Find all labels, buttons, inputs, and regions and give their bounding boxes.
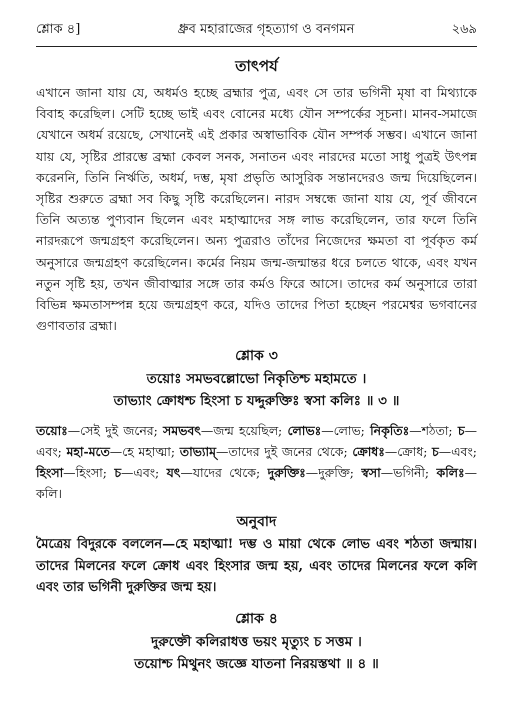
translation-title: অনুবাদ <box>236 514 277 531</box>
synonym-meaning: শঠতা; <box>421 423 453 439</box>
purport-text: এখানে জানা যায় যে, অধর্মও হচ্ছে ব্রহ্মার পুত্র, এবং সে তার ভগিনী মৃষা বা মিথ্যাকে বিবাহ করেছিল। সেটি হচ্ছে ভাই এবং বোনের মধ্যে যৌন সম্পর্কের সূচনা। মানব-সমাজে যেখানে অধর্ম রয়েছে, সেখানেই এই প্রকার অস্বাভাবিক যৌন সম্পর্ক সম্ভব। এখানে জানা যায় যে, সৃষ্টির প্রারম্ভে ব্রহ্মা কেবল সনক, সনাতন এবং নারদের মতো সাধু পুত্রই উৎপন্ন করেননি, তিনি নির্ঋতি, অধর্ম, দম্ভ, মৃষা প্রভৃতি আসুরিক সন্তানদেরও জন্ম দিয়েছিলেন। সৃষ্টির শুরুতে ব্রহ্মা সব কিছু সৃষ্টি করেছিলেন। নারদ সম্বন্ধে জানা যায় যে, পূর্ব জীবনে তিনি অত্যন্ত পুণ্যবান ছিলেন এবং মহাত্মাদের সঙ্গ লাভ করেছিলেন, তার ফলে তিনি নারদরূপে জন্মগ্রহণ করেছিলেন। অন্য পুত্ররাও তাঁদের নিজেদের ক্ষমতা বা পূর্বকৃত কর্ম অনুসারে জন্মগ্রহণ করেছিলেন। কর্মের নিয়ম জন্ম-জন্মান্তর ধরে চলতে থাকে, এবং যখন নতুন সৃষ্টি হয়, তখন জীবাত্মার সঙ্গে তার কর্মও ফিরে আসে। তাদের কর্ম অনুসারে তারা বিভিন্ন ক্ষমতাসম্পন্ন হয়ে জন্মগ্রহণ করে, যদিও তাদের পিতা হচ্ছেন পরমেশ্বর ভগবানের গুণাবতার ব্রহ্মা। <box>36 85 477 334</box>
synonym-meaning: যাদের থেকে; <box>192 465 261 481</box>
synonym-word: চ <box>114 465 122 481</box>
purport-title: তাৎপর্য <box>235 57 278 75</box>
synonym-meaning: এবং; <box>36 444 62 460</box>
header-chapter-title: ধ্রুব মহারাজের গৃহত্যাগ ও বনগমন <box>177 22 355 37</box>
verse-3-line-2: তাভ্যাং ক্রোধশ্চ হিংসা চ যদ্দুরুক্তিঃ স্বসা কলিঃ ॥ ৩ ॥ <box>113 393 400 410</box>
synonym-meaning: ভগিনী; <box>393 465 430 481</box>
verse-3-heading: শ্লোক ৩ <box>235 348 278 365</box>
synonym-meaning: হিংসা; <box>75 465 107 481</box>
synonym-word: যৎ <box>166 465 181 481</box>
verse-4-heading: শ্লোক ৪ <box>235 610 278 627</box>
synonym-word: হিংসা <box>36 465 64 481</box>
synonym-word: কলিঃ <box>436 465 465 481</box>
synonym-word: নিকৃতিঃ <box>370 423 410 439</box>
synonym-word: মহা-মতে <box>66 444 110 460</box>
synonym-meaning: হে মহাত্মা; <box>122 444 176 460</box>
synonym-meaning: জন্ম হয়েছিল; <box>213 423 283 439</box>
synonym-word: ক্রোধঃ <box>352 444 385 460</box>
synonym-word: চ <box>432 444 439 460</box>
synonym-word: দুরুক্তিঃ <box>267 465 306 481</box>
synonym-word: সমভবৎ <box>163 423 201 439</box>
synonym-word: তয়োঃ <box>36 423 68 439</box>
synonym-meaning: এবং; <box>451 444 477 460</box>
synonym-meaning: কলি। <box>36 486 62 502</box>
running-header <box>36 20 477 47</box>
synonym-meaning: এবং; <box>133 465 160 481</box>
synonym-meaning: লোভ; <box>333 423 365 439</box>
synonym-meaning: তাদের দুই জনের থেকে; <box>228 444 348 460</box>
verse-4-line-2: তয়োশ্চ মিথুনং জজ্ঞে যাতনা নিরয়স্তথা ॥ ৪ ॥ <box>134 655 379 672</box>
synonym-meaning: সেই দুই জনের; <box>80 423 158 439</box>
translation-text: মৈত্রেয় বিদুরকে বললেন—হে মহাত্মা! দম্ভ ও মায়া থেকে লোভ এবং শঠতা জন্মায়। তাদের মিলনের ফলে ক্রোধ এবং হিংসার জন্ম হয়, এবং তাদের মিলনের ফলে কলি এবং তার ভগিনী দুরুক্তির জন্ম হয়। <box>36 537 477 596</box>
verse-4-line-1: দুরুক্তৌ কলিরাধত্ত ভয়ং মৃত্যুং চ সত্তম । <box>151 633 362 650</box>
synonym-word: চ <box>457 423 465 439</box>
page-body <box>36 56 477 675</box>
page-number: ২৬৯ <box>451 22 477 37</box>
synonym-word: তাভ্যাম্ <box>179 444 216 460</box>
synonym-meaning: ক্রোধ; <box>397 444 428 460</box>
synonym-word: স্বসা <box>361 465 381 481</box>
verse-3-line-1: তয়োঃ সমভবল্লোভো নিকৃতিশ্চ মহামতে । <box>146 371 367 388</box>
header-verse-ref: শ্লোক ৪] <box>36 22 81 37</box>
synonyms-block: তয়োঃ—সেই দুই জনের; সমভবৎ—জন্ম হয়েছিল; লোভঃ—লোভ; নিকৃতিঃ—শঠতা; চ—এবং; মহা-মতে—হে মহাত্মা; তাভ্যাম্—তাদের দুই জনের থেকে; ক্রোধঃ—ক্রোধ; চ—এবং; হিংসা—হিংসা; চ—এবং; যৎ—যাদের থেকে; দুরুক্তিঃ—দুরুক্তি; স্বসা—ভগিনী; কলিঃ—কলি। <box>36 423 477 502</box>
synonym-word: লোভঃ <box>287 423 322 439</box>
synonym-meaning: দুরুক্তি; <box>318 465 354 481</box>
